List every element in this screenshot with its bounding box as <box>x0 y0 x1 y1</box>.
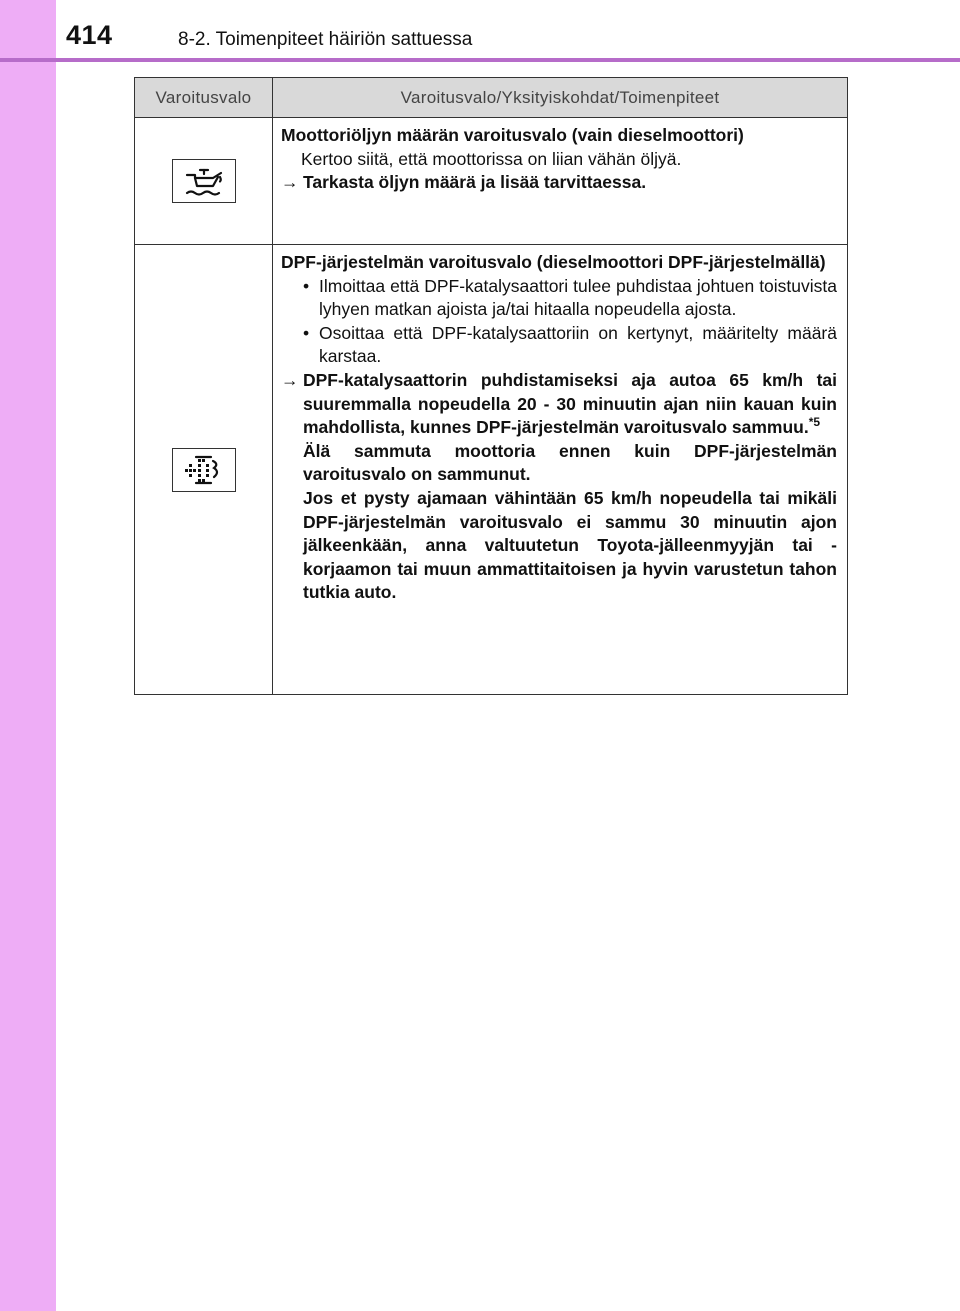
column-header-details: Varoitusvalo/Yksityiskohdat/Toimenpiteet <box>273 78 848 118</box>
arrow-icon: → <box>281 369 299 390</box>
oil-level-warning-icon <box>172 159 236 203</box>
list-item: • Ilmoittaa että DPF-katalysaattori tulee puhdistaa johtuen toistuvista lyhyen matkan ajoista ja/tai hitaalla nopeudella ajosta. <box>281 275 837 322</box>
table-row <box>135 245 848 695</box>
oil-warning-action-text: Tarkasta öljyn määrä ja lisää tarvittaessa. <box>303 172 647 193</box>
dpf-warning-icon <box>172 448 236 492</box>
dpf-warning-title: DPF-järjestelmän varoitusvalo (dieselmoottori DPF-järjestelmällä) <box>281 252 826 272</box>
table-header-row <box>135 78 848 118</box>
oil-warning-title: Moottoriöljyn määrän varoitusvalo (vain dieselmoottori) <box>281 125 744 145</box>
dpf-warning-note: Jos et pysty ajamaan vähintään 65 km/h nopeudella tai mikäli DPF-järjestelmän varoitusvalo ei sammu 30 minuutin ajon jälkeenkään, anna valtuutetun Toyota-jälleenmyyjän tai -korjaamon tai muun ammattitaitoisen ja hyvin varustetun tahon tutkia auto. <box>303 487 837 603</box>
footnote-ref: *5 <box>808 415 821 430</box>
arrow-icon: → <box>281 172 299 193</box>
icon-cell <box>135 245 273 695</box>
header-rule <box>0 58 960 62</box>
oil-warning-details <box>273 118 848 245</box>
chapter-side-tab <box>0 0 56 1311</box>
column-header-warning-light: Varoitusvalo <box>135 78 273 118</box>
table-row <box>135 118 848 245</box>
dpf-warning-action-text: DPF-katalysaattorin puhdistamiseksi aja autoa 65 km/h tai suuremmalla nopeudella 20 - 30 minuutin ajan niin kauan kuin mahdollista, kunnes DPF-järjestelmän varoitusvalo sammuu. <box>303 369 837 438</box>
dpf-warning-action <box>281 369 837 440</box>
dpf-warning-note: Älä sammuta moottoria ennen kuin DPF-järjestelmän varoitusvalo on sammunut. <box>303 440 837 485</box>
warning-light-table <box>134 77 848 695</box>
dpf-warning-details <box>273 245 848 695</box>
icon-cell <box>135 118 273 245</box>
oil-warning-description: Kertoo siitä, että moottorissa on liian vähän öljyä. <box>301 148 682 169</box>
oil-warning-action <box>281 171 837 195</box>
list-item: • Osoittaa että DPF-katalysaattoriin on kertynyt, määritelty määrä karstaa. <box>281 322 837 369</box>
section-title: 8-2. Toimenpiteet häiriön sattuessa <box>178 29 473 50</box>
page-number: 414 <box>66 20 113 50</box>
